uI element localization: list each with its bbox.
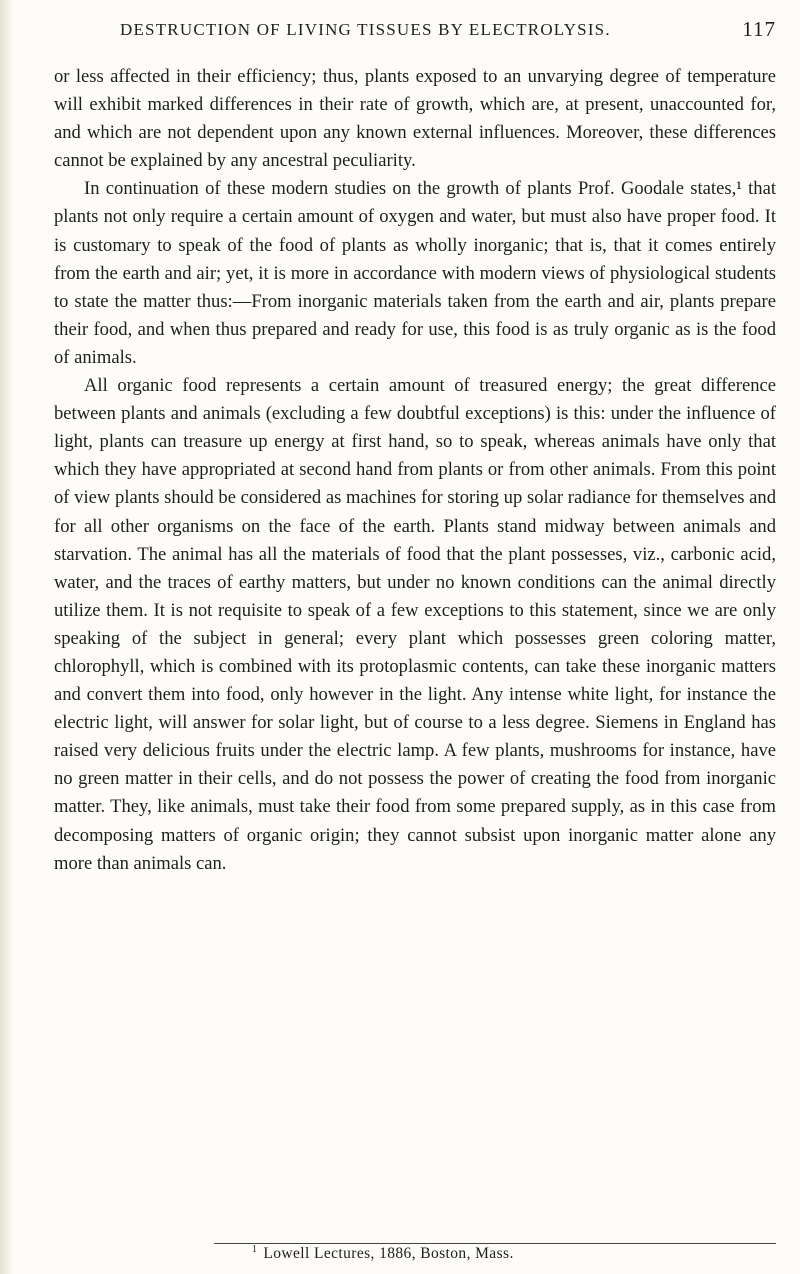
running-title: DESTRUCTION OF LIVING TISSUES BY ELECTROLYSIS. xyxy=(120,20,611,39)
paragraph-2: In continuation of these modern studies on the growth of plants Prof. Goodale states,¹ that plants not only require a certain amount of oxygen and water, but must also have proper food. It is customary to speak of the food of plants as wholly inorganic; that is, that it comes entirely from the earth and air; yet, it is more in accordance with modern views of physiological students to state the matter thus:—From inorganic materials taken from the earth and air, plants prepare their food, and when thus prepared and ready for use, this food is as truly organic as is the food of animals. xyxy=(54,178,776,368)
footnote xyxy=(252,1244,514,1263)
page-scan-edge xyxy=(0,0,14,1274)
running-header xyxy=(120,17,776,41)
page-number: 117 xyxy=(742,17,776,41)
paragraph-3: All organic food represents a certain amount of treasured energy; the great difference between plants and animals (excluding a few doubtful exceptions) is this: under the influence of light, plants can treasure up energy at first hand, so to speak, whereas animals have only that which they have appropriated at second hand from plants or from other animals. From this point of view plants should be considered as machines for storing up solar radiance for themselves and for all other organisms on the face of the earth. Plants stand midway between animals and starvation. The animal has all the materials of food that the plant possesses, viz., carbonic acid, water, and the traces of earthy matters, but under no known conditions can the animal directly utilize them. It is not requisite to speak of a few exceptions to this statement, since we are only speaking of the subject in general; every plant which possesses green coloring matter, chlorophyll, which is combined with its protoplasmic contents, can take these inorganic matters and convert them into food, only however in the light. Any intense white light, for instance the electric light, will answer for solar light, but of course to a less degree. Siemens in England has raised very delicious fruits under the electric lamp. A few plants, mushrooms for instance, have no green matter in their cells, and do not possess the power of creating the food from inorganic matter. They, like animals, must take their food from some prepared supply, as in this case from decomposing matters of organic origin; they cannot subsist upon inorganic matter alone any more than animals can. xyxy=(54,375,776,874)
footnote-text: Lowell Lectures, 1886, Boston, Mass. xyxy=(263,1245,514,1263)
footnote-marker: 1 xyxy=(252,1244,258,1255)
body-text xyxy=(54,63,776,878)
paragraph-1: or less affected in their efficiency; thus, plants exposed to an unvarying degree of temperature will exhibit marked differences in their rate of growth, which are, at present, unaccounted for, and which are not dependent upon any known external influences. Moreover, these differences cannot be explained by any ancestral peculiarity. xyxy=(54,66,776,172)
